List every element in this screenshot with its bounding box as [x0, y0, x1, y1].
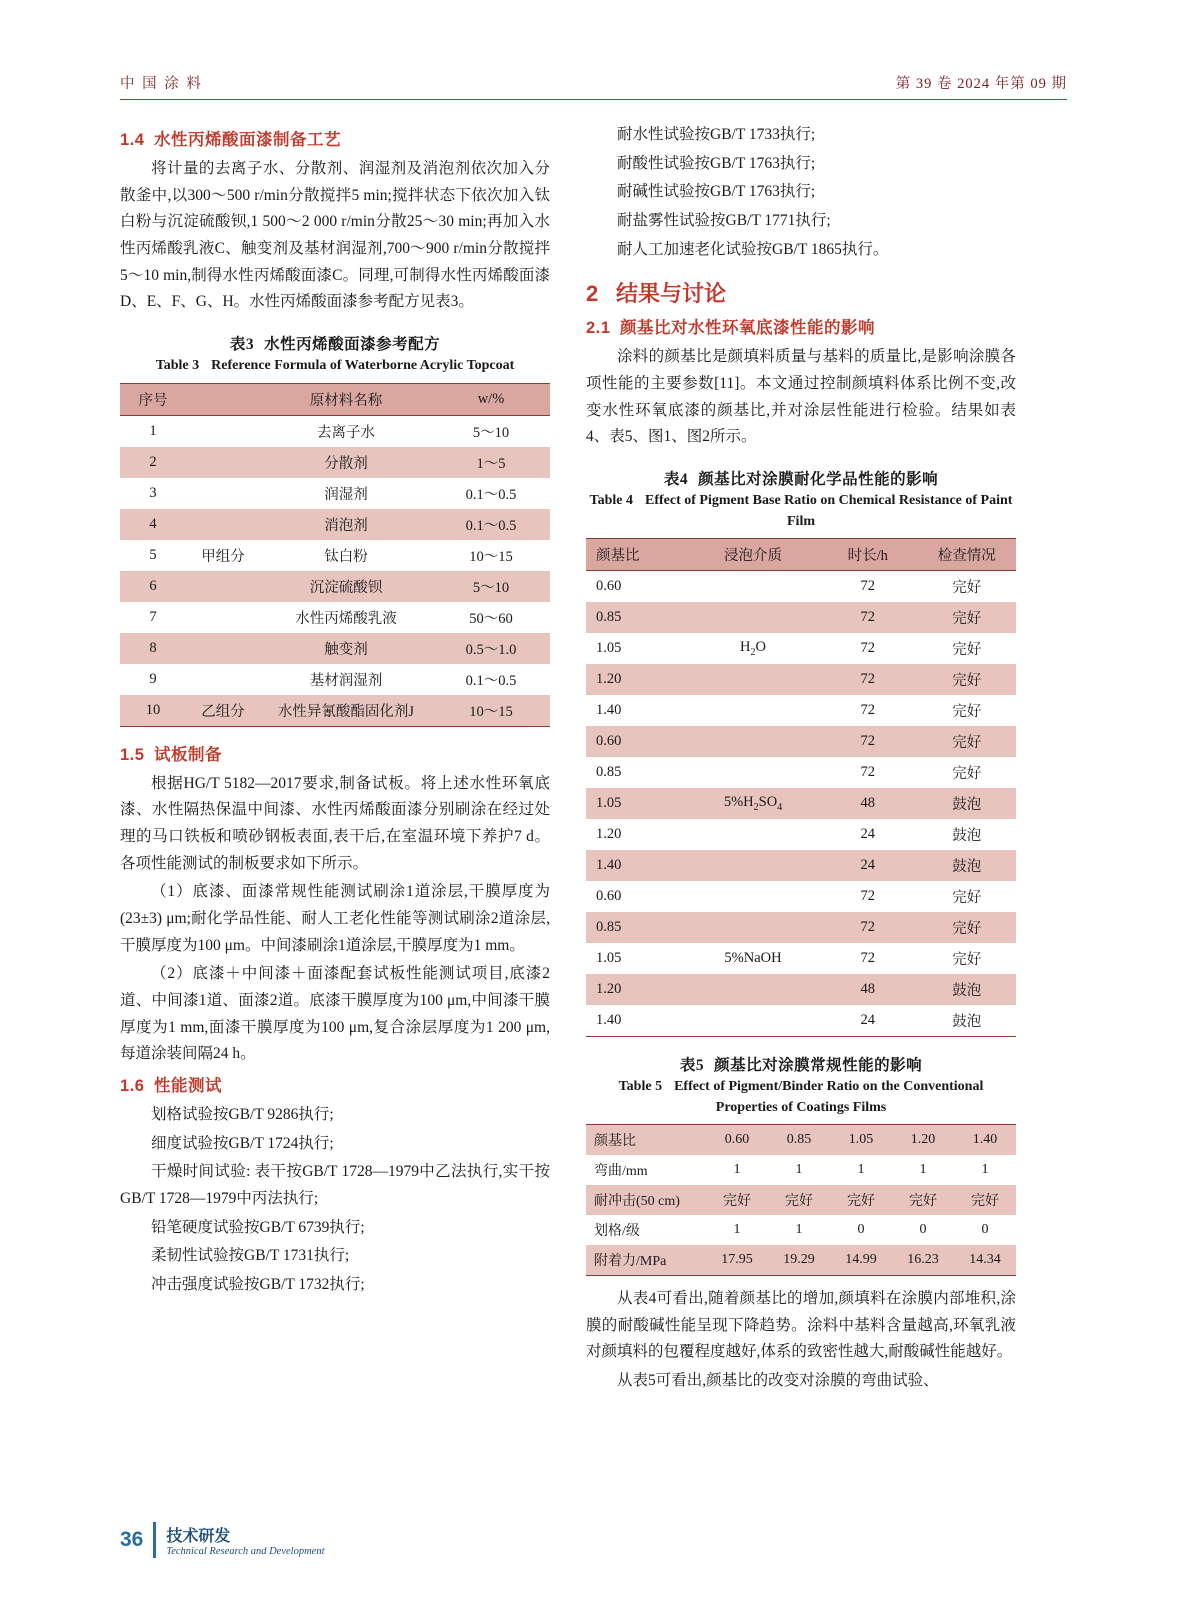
cell-medium	[688, 974, 818, 1005]
cell-ratio: 0.85	[596, 918, 622, 935]
cell-ratio: 0.60	[596, 732, 622, 749]
table-4	[586, 538, 1016, 1037]
cell-medium	[688, 850, 818, 881]
heading-1-4-number: 1.4	[120, 131, 145, 149]
cell-value: 1	[733, 1162, 741, 1178]
cell-group	[186, 602, 260, 633]
cell-no: 7	[149, 608, 157, 625]
cell-value: 1	[795, 1162, 803, 1178]
table-row	[586, 1125, 1016, 1156]
heading-1-5-number: 1.5	[120, 745, 145, 764]
cell-time: 72	[860, 639, 876, 656]
cell-value: 0	[919, 1222, 927, 1238]
cell-no: 5	[149, 546, 157, 563]
right-column	[586, 122, 1016, 1397]
table-row	[120, 447, 550, 478]
left-column	[120, 122, 550, 1397]
cell-w: 0.1～0.5	[465, 672, 517, 689]
table5-en-label: Table 5	[618, 1079, 663, 1095]
table-row	[120, 540, 550, 571]
cell-time: 24	[860, 1011, 876, 1028]
cell-value: 完好	[909, 1194, 937, 1210]
two-column-body	[120, 122, 1067, 1397]
cell-time: 72	[860, 732, 876, 749]
table4-cn-title: 颜基比对涂膜耐化学品性能的影响	[698, 470, 939, 488]
cell-no: 9	[149, 670, 157, 687]
test-item: 铅笔硬度试验按GB/T 6739执行;	[151, 1218, 365, 1236]
cell-w: 0.5～1.0	[465, 641, 517, 658]
cell-value: 完好	[785, 1194, 813, 1210]
cell-time: 48	[860, 794, 876, 811]
cell-ratio: 1.05	[596, 949, 622, 966]
cell-value: 17.95	[721, 1252, 753, 1268]
test-item: 划格试验按GB/T 9286执行;	[151, 1105, 334, 1123]
cell-medium	[688, 757, 818, 788]
cell-time: 48	[860, 980, 876, 997]
table5-en-title: Effect of Pigment/Binder Ratio on the Conventional Properties of Coatings Films	[674, 1079, 984, 1115]
test-item: 细度试验按GB/T 1724执行;	[151, 1134, 334, 1152]
heading-2	[586, 277, 1016, 308]
table-row	[586, 974, 1016, 1005]
table-row	[586, 757, 1016, 788]
paragraph-2-1: 涂料的颜基比是颜填料质量与基料的质量比,是影响涂膜各项性能的主要参数[11]。本文通过控制颜填料体系比例不变,改变水性环氧底漆的颜基比,并对涂层性能进行检验。结果如表4、表5、图1、图2所示。	[586, 348, 1016, 446]
paragraph-1-5-b: （1）底漆、面漆常规性能测试刷涂1道涂层,干膜厚度为(23±3) μm;耐化学品性能、耐人工老化性能等测试刷涂2道涂层,干膜厚度为100 μm。中间漆刷涂1道涂层,干膜厚度为1 mm。	[120, 883, 550, 954]
cell-w: 0.1～0.5	[465, 486, 517, 503]
paragraph-1-4: 将计量的去离子水、分散剂、润湿剂及消泡剂依次加入分散釜中,以300～500 r/min分散搅拌5 min;搅拌状态下依次加入钛白粉与沉淀硫酸钡,1 500～2 000 r/min分散25～30 min;再加入水性丙烯酸乳液C、触变剂及基材润湿剂,700～900 r/min分散搅拌5～10 min,制得水性丙烯酸面漆C。同理,可制得水性丙烯酸面漆D、E、F、G、H。水性丙烯酸面漆参考配方见表3。	[120, 160, 550, 311]
cell-time: 72	[860, 918, 876, 935]
heading-1-5	[120, 741, 550, 765]
cell-medium: 5%NaOH	[724, 949, 782, 966]
table4-header-row	[586, 538, 1016, 570]
cell-value: 完好	[971, 1194, 999, 1210]
paragraph-1-5-c: （2）底漆＋中间漆＋面漆配套试板性能测试项目,底漆2道、中间漆1道、面漆2道。底漆干膜厚度为100 μm,中间漆干膜厚度为1 mm,面漆干膜厚度为100 μm,复合涂层厚度为1 200 μm,每道涂装间隔24 h。	[120, 965, 550, 1063]
table-row	[586, 943, 1016, 974]
cell-w: 10～15	[469, 703, 513, 720]
cell-ratio: 0.60	[596, 577, 622, 594]
cell-value: 1.05	[848, 1132, 874, 1148]
table-row	[120, 633, 550, 664]
cell-w: 1～5	[476, 455, 506, 472]
cell-no: 8	[149, 639, 157, 656]
table-row	[586, 1185, 1016, 1215]
paragraph-after-tables-b: 从表5可看出,颜基比的改变对涂膜的弯曲试验、	[617, 1372, 939, 1389]
table3-en-label: Table 3	[155, 358, 200, 374]
cell-time: 24	[860, 825, 876, 842]
table-row	[586, 850, 1016, 881]
cell-value: 1	[733, 1222, 741, 1238]
cell-value: 0.85	[786, 1132, 812, 1148]
cell-group	[186, 509, 260, 540]
cell-value: 1	[795, 1222, 803, 1238]
table-row	[586, 1155, 1016, 1185]
test-item: 干燥时间试验: 表干按GB/T 1728—1979中乙法执行,实干按GB/T 1728—1979中丙法执行;	[120, 1163, 550, 1207]
table-row	[586, 602, 1016, 633]
table-row	[586, 570, 1016, 602]
cell-time: 72	[860, 949, 876, 966]
paragraph-after-tables-a: 从表4可看出,随着颜基比的增加,颜填料在涂膜内部堆积,涂膜的耐酸碱性能呈现下降趋势。涂料中基料含量越高,环氧乳液对颜填料的包覆程度越好,体系的致密性越大,耐酸碱性能越好。	[586, 1290, 1016, 1361]
cell-result: 鼓泡	[952, 982, 982, 999]
table-row	[586, 1245, 1016, 1276]
cell-name: 水性异氰酸酯固化剂J	[277, 703, 415, 720]
heading-1-4	[120, 126, 550, 150]
cell-value: 16.23	[907, 1252, 939, 1268]
cell-no: 10	[145, 701, 161, 718]
cell-name: 钛白粉	[324, 548, 368, 565]
cell-medium	[688, 912, 818, 943]
table4-col-medium: 浸泡介质	[724, 547, 782, 564]
table-3	[120, 383, 550, 727]
table-row	[586, 633, 1016, 664]
table-row	[120, 415, 550, 447]
cell-name: 水性丙烯酸乳液	[295, 610, 397, 627]
cell-name: 沉淀硫酸钡	[309, 579, 383, 596]
table4-en-label: Table 4	[589, 493, 633, 509]
table5-cn-title: 颜基比对涂膜常规性能的影响	[714, 1056, 923, 1074]
table-row	[586, 695, 1016, 726]
cell-no: 4	[149, 515, 157, 532]
cell-value: 完好	[723, 1194, 751, 1210]
table-row	[120, 695, 550, 727]
cell-result: 完好	[952, 672, 982, 689]
table-row	[120, 664, 550, 695]
cell-ratio: 0.85	[596, 608, 622, 625]
heading-1-4-title: 水性丙烯酸面漆制备工艺	[154, 131, 341, 149]
cell-result: 完好	[952, 610, 982, 627]
cell-result: 鼓泡	[952, 858, 982, 875]
cell-value: 1	[981, 1162, 989, 1178]
table3-en-title: Reference Formula of Waterborne Acrylic Topcoat	[211, 358, 515, 374]
table-row	[120, 602, 550, 633]
cell-value: 14.99	[845, 1252, 877, 1268]
table-row	[120, 571, 550, 602]
cell-result: 完好	[952, 951, 982, 968]
cell-value: 1.20	[910, 1132, 936, 1148]
table3-col-no: 序号	[138, 392, 168, 409]
page-number: 36	[120, 1528, 144, 1551]
table-row	[120, 509, 550, 540]
cell-result: 完好	[952, 765, 982, 782]
cell-w: 5～10	[472, 579, 510, 596]
cell-ratio: 1.20	[596, 670, 622, 687]
cell-value: 0.60	[724, 1132, 750, 1148]
page-footer	[120, 1522, 325, 1558]
cell-ratio: 1.40	[596, 1011, 622, 1028]
cell-group: 甲组分	[201, 548, 245, 565]
cell-group	[186, 633, 260, 664]
row-label: 耐冲击(50 cm)	[594, 1194, 680, 1210]
cell-ratio: 0.60	[596, 887, 622, 904]
heading-1-6	[120, 1072, 550, 1096]
cell-ratio: 1.20	[596, 825, 622, 842]
cell-w: 10～15	[469, 548, 513, 565]
table4-col-time: 时长/h	[847, 547, 888, 564]
cell-time: 72	[860, 701, 876, 718]
cell-result: 完好	[952, 734, 982, 751]
test-item: 耐碱性试验按GB/T 1763执行;	[617, 183, 816, 201]
cell-medium	[688, 570, 818, 602]
cell-result: 鼓泡	[952, 796, 982, 813]
test-item: 柔韧性试验按GB/T 1731执行;	[151, 1247, 350, 1265]
cell-result: 鼓泡	[952, 1013, 982, 1030]
cell-medium	[688, 664, 818, 695]
cell-result: 完好	[952, 579, 982, 596]
footer-section-en: Technical Research and Development	[166, 1546, 325, 1557]
cell-no: 1	[149, 422, 157, 439]
journal-name: 中 国 涂 料	[120, 76, 203, 92]
cell-ratio: 1.20	[596, 980, 622, 997]
cell-result: 完好	[952, 641, 982, 658]
table-row	[586, 881, 1016, 912]
heading-2-title: 结果与讨论	[616, 281, 727, 307]
cell-time: 72	[860, 670, 876, 687]
issue-info: 第 39 卷 2024 年第 09 期	[895, 76, 1067, 92]
table3-cn-label: 表3	[229, 335, 255, 353]
cell-result: 完好	[952, 889, 982, 906]
cell-group	[186, 664, 260, 695]
cell-group	[186, 571, 260, 602]
table-row	[586, 726, 1016, 757]
cell-name: 润湿剂	[324, 486, 368, 503]
cell-time: 72	[860, 763, 876, 780]
cell-value: 14.34	[969, 1252, 1001, 1268]
cell-ratio: 1.40	[596, 701, 622, 718]
cell-value: 1	[919, 1162, 927, 1178]
cell-medium	[688, 695, 818, 726]
table-row	[586, 664, 1016, 695]
cell-time: 72	[860, 887, 876, 904]
cell-w: 5～10	[472, 424, 510, 441]
cell-name: 触变剂	[324, 641, 368, 658]
cell-medium	[688, 602, 818, 633]
page-header	[120, 72, 1067, 100]
cell-no: 2	[149, 453, 157, 470]
cell-w: 0.1～0.5	[465, 517, 517, 534]
cell-value: 完好	[847, 1194, 875, 1210]
table-row	[586, 912, 1016, 943]
table4-en-title: Effect of Pigment Base Ratio on Chemical Resistance of Paint Film	[645, 493, 1013, 529]
cell-medium	[688, 726, 818, 757]
table-5	[586, 1124, 1016, 1276]
table-row	[586, 1005, 1016, 1037]
cell-group	[186, 478, 260, 509]
cell-time: 24	[860, 856, 876, 873]
table5-cn-label: 表5	[679, 1056, 705, 1074]
cell-medium: $5\%H_2SO_4$	[723, 794, 783, 813]
test-item: 耐酸性试验按GB/T 1763执行;	[617, 154, 816, 172]
cell-medium	[688, 819, 818, 850]
paragraph-1-5-a: 根据HG/T 5182—2017要求,制备试板。将上述水性环氧底漆、水性隔热保温中间漆、水性丙烯酸面漆分别刷涂在经过处理的马口铁板和喷砂钢板表面,表干后,在室温环境下养护7 d。各项性能测试的制板要求如下所示。	[120, 774, 550, 872]
cell-name: 去离子水	[317, 424, 375, 441]
test-item: 冲击强度试验按GB/T 1732执行;	[151, 1275, 365, 1293]
heading-1-6-number: 1.6	[120, 1076, 145, 1095]
cell-name: 基材润湿剂	[309, 672, 383, 689]
table3-caption	[120, 334, 550, 377]
test-item: 耐盐雾性试验按GB/T 1771执行;	[617, 211, 831, 229]
footer-section-cn: 技术研发	[166, 1528, 231, 1545]
cell-value: 1	[857, 1162, 865, 1178]
table-row	[586, 1215, 1016, 1245]
cell-no: 6	[149, 577, 157, 594]
cell-medium: $H_2O$	[740, 639, 766, 658]
cell-w: 50～60	[469, 610, 513, 627]
table5-caption	[586, 1055, 1016, 1118]
cell-time: 72	[860, 577, 876, 594]
cell-group	[186, 415, 260, 447]
test-item: 耐水性试验按GB/T 1733执行;	[617, 126, 816, 143]
table4-cn-label: 表4	[663, 470, 689, 488]
row-label: 附着力/MPa	[594, 1254, 667, 1270]
table3-col-w: w/%	[477, 390, 505, 407]
cell-value: 19.29	[783, 1252, 815, 1268]
row-label: 弯曲/mm	[594, 1164, 648, 1180]
footer-divider	[153, 1522, 156, 1558]
row-label: 颜基比	[594, 1134, 636, 1150]
cell-group	[186, 447, 260, 478]
cell-result: 完好	[952, 920, 982, 937]
table3-header-row	[120, 383, 550, 415]
cell-time: 72	[860, 608, 876, 625]
table3-col-name: 原材料名称	[309, 392, 383, 409]
row-label: 划格/级	[594, 1224, 640, 1240]
cell-value: 0	[981, 1222, 989, 1238]
cell-result: 鼓泡	[952, 827, 982, 844]
test-item: 耐人工加速老化试验按GB/T 1865执行。	[617, 240, 889, 258]
cell-ratio: 1.05	[596, 639, 622, 656]
heading-1-5-title: 试板制备	[154, 745, 222, 764]
cell-medium	[688, 1005, 818, 1037]
table4-col-result: 检查情况	[937, 547, 996, 564]
heading-1-6-title: 性能测试	[154, 1076, 222, 1095]
table3-cn-title: 水性丙烯酸面漆参考配方	[264, 335, 441, 353]
table3-col-group	[186, 383, 260, 415]
heading-2-1	[586, 314, 1016, 338]
cell-ratio: 1.05	[596, 794, 622, 811]
cell-name: 分散剂	[324, 455, 368, 472]
cell-ratio: 1.40	[596, 856, 622, 873]
table-row	[586, 788, 1016, 819]
table-row	[586, 819, 1016, 850]
heading-2-number: 2	[586, 281, 599, 307]
cell-no: 3	[149, 484, 157, 501]
cell-medium	[688, 881, 818, 912]
table4-caption	[586, 469, 1016, 532]
heading-2-1-title: 颜基比对水性环氧底漆性能的影响	[620, 319, 875, 338]
cell-value: 1.40	[972, 1132, 998, 1148]
cell-name: 消泡剂	[324, 517, 368, 534]
cell-result: 完好	[952, 703, 982, 720]
cell-ratio: 0.85	[596, 763, 622, 780]
cell-group: 乙组分	[201, 703, 245, 720]
heading-2-1-number: 2.1	[586, 319, 611, 338]
table-row	[120, 478, 550, 509]
table4-col-ratio: 颜基比	[596, 547, 640, 564]
cell-value: 0	[857, 1222, 865, 1238]
